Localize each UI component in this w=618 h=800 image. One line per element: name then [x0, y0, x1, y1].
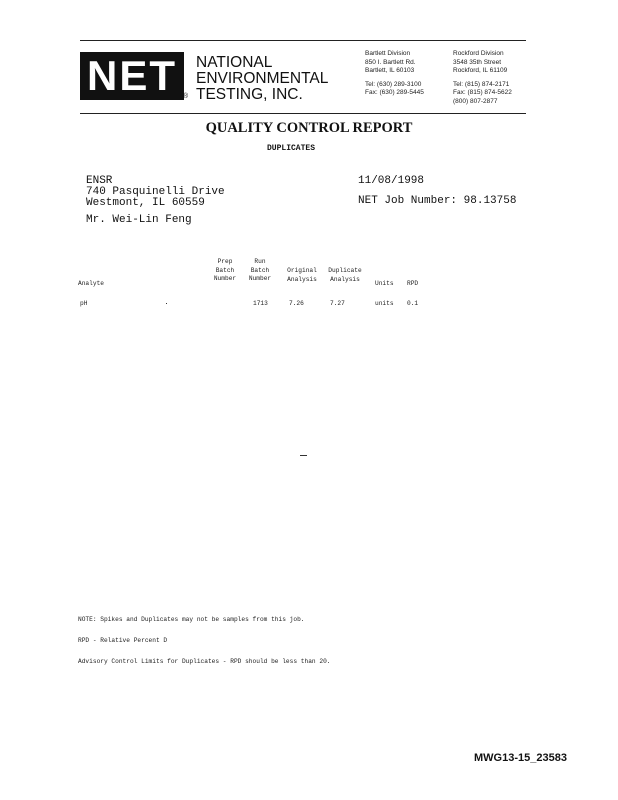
job-number: 98.13758 — [463, 195, 517, 207]
bartlett-address-2: Bartlett, IL 60103 — [365, 67, 415, 74]
header-prep-line-3: Number — [213, 275, 237, 282]
header-duplicate-line-2: Analysis — [330, 275, 360, 283]
bartlett-tel: Tel: (630) 289-3100 — [365, 80, 422, 88]
scan-speck — [166, 303, 167, 304]
row-rpd: 0.1 — [407, 300, 419, 307]
note-rpd-definition: RPD - Relative Percent D — [78, 637, 168, 644]
row-units: units — [375, 300, 394, 307]
header-prep-batch — [206, 258, 244, 284]
header-prep-line-2: Batch — [215, 266, 235, 274]
row-original: 7.26 — [289, 300, 304, 307]
row-analyte: pH — [80, 300, 88, 307]
rockford-division-name: Rockford Division — [453, 50, 504, 57]
header-prep-line-1: Prep — [217, 258, 233, 265]
company-name — [196, 55, 328, 103]
client-address — [86, 176, 225, 209]
report-title: QUALITY CONTROL REPORT — [205, 120, 413, 136]
bartlett-division-name: Bartlett Division — [365, 50, 411, 57]
document-id: MWG13-15_23583 — [474, 752, 567, 764]
bartlett-division-block — [365, 50, 424, 98]
company-name-line-3: TESTING, INC. — [196, 86, 303, 103]
header-run-line-2: Batch — [250, 266, 270, 274]
report-date: 11/08/1998 — [358, 175, 425, 187]
client-city: Westmont, IL 60559 — [86, 197, 205, 209]
rockford-address-1: 3548 35th Street — [453, 58, 502, 66]
header-run-batch — [243, 258, 277, 284]
bartlett-fax: Fax: (630) 289-5445 — [365, 89, 424, 96]
company-name-line-1: NATIONAL — [196, 54, 273, 71]
note-spikes-duplicates: NOTE: Spikes and Duplicates may not be samples from this job. — [78, 616, 305, 623]
letterhead-bottom-rule — [80, 113, 526, 114]
rockford-division-block — [453, 50, 512, 106]
header-analyte: Analyte — [78, 280, 104, 287]
header-run-line-1: Run — [254, 258, 266, 265]
bartlett-address-1: 850 I. Bartlett Rd. — [365, 58, 416, 66]
job-number-label: NET Job Number: — [358, 195, 458, 207]
rockford-fax: Fax: (815) 874-5622 — [453, 89, 512, 96]
header-units: Units — [375, 280, 394, 287]
header-run-line-3: Number — [248, 275, 272, 282]
row-run-batch: 1713 — [253, 300, 268, 307]
client-attention: Mr. Wei-Lin Feng — [86, 214, 192, 226]
header-original-line-1: Original — [287, 267, 317, 274]
rockford-address-2: Rockford, IL 61109 — [453, 67, 508, 74]
header-rpd: RPD — [407, 280, 419, 287]
client-street: 740 Pasquinelli Drive — [86, 186, 225, 198]
scan-speck — [300, 455, 307, 456]
row-duplicate: 7.27 — [330, 300, 345, 307]
header-duplicate-analysis — [322, 267, 368, 284]
net-logo: NET — [80, 52, 184, 100]
report-subtitle: DUPLICATES — [266, 144, 315, 153]
note-control-limits: Advisory Control Limits for Duplicates - RPD should be less than 20. — [78, 658, 331, 665]
registered-mark: ® — [183, 93, 189, 100]
rockford-alt-phone: (800) 807-2877 — [453, 97, 498, 105]
letterhead-top-rule — [80, 40, 526, 41]
header-duplicate-line-1: Duplicate — [328, 267, 362, 274]
client-name: ENSR — [86, 175, 113, 187]
header-original-analysis — [281, 267, 323, 284]
rockford-tel: Tel: (815) 874-2171 — [453, 80, 510, 88]
company-name-line-2: ENVIRONMENTAL — [196, 70, 329, 87]
job-number-line — [358, 196, 516, 207]
header-original-line-2: Analysis — [287, 275, 317, 283]
